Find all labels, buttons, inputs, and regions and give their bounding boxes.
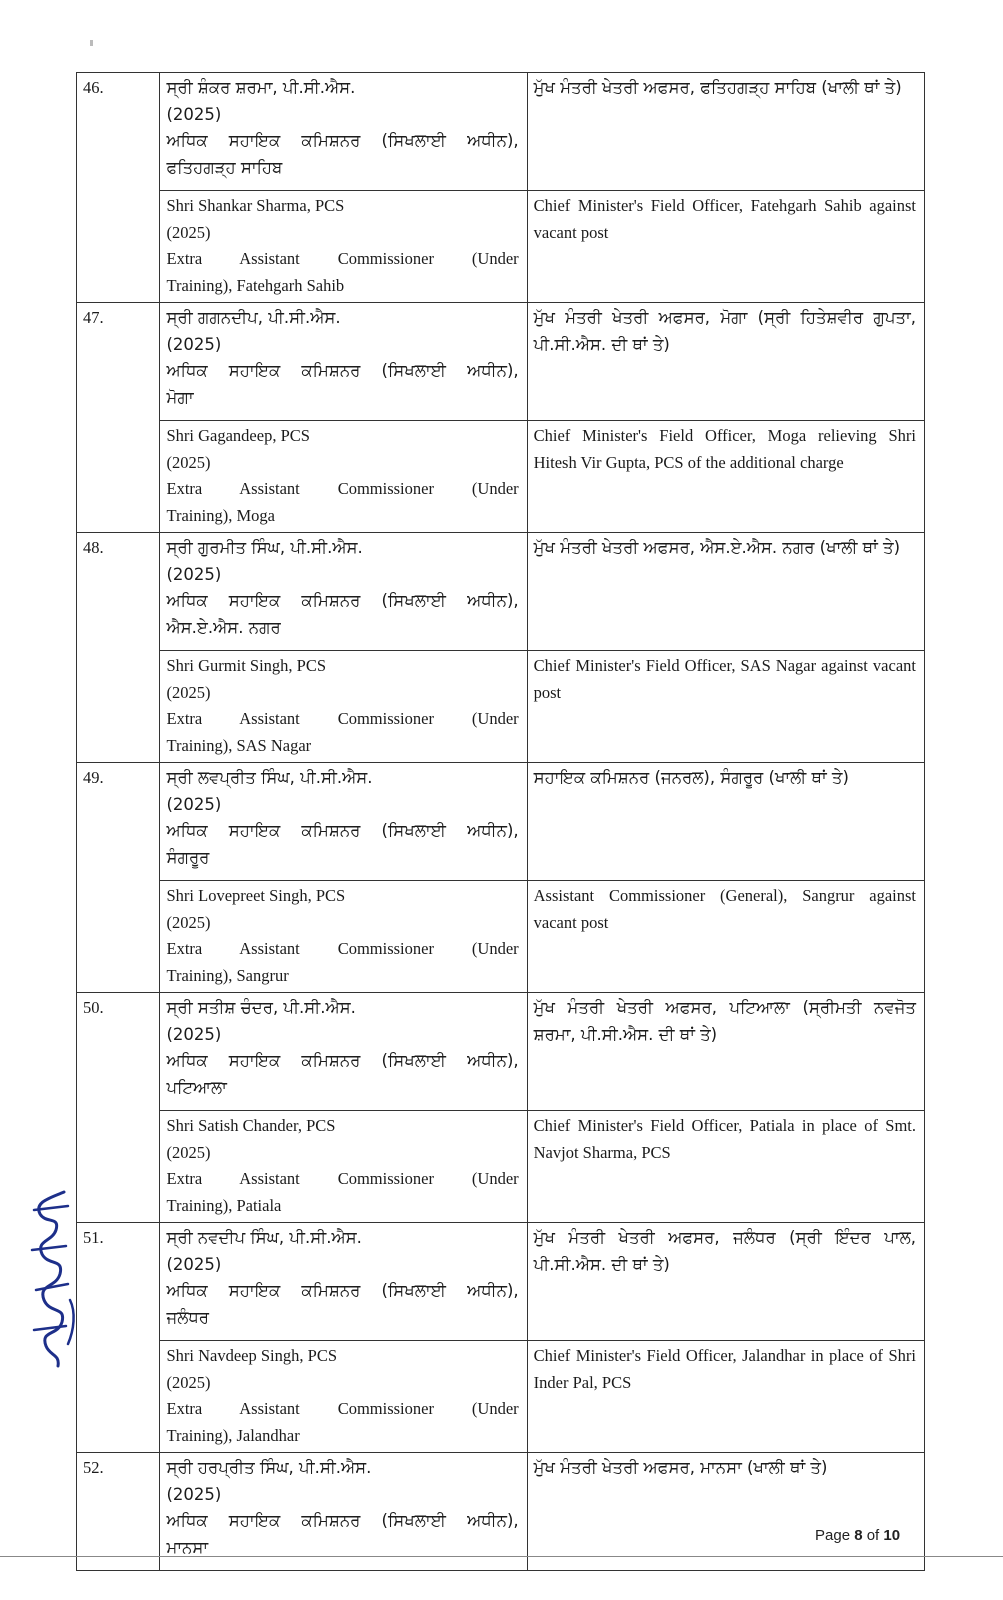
batch-year-punjabi: (2025)	[166, 564, 222, 584]
batch-year-english: (2025)	[166, 912, 211, 932]
table-body	[77, 73, 925, 1571]
table-row	[77, 533, 925, 651]
designation-place-punjabi: ਜਲੰਧਰ	[166, 1307, 210, 1327]
designation-punjabi: ਅਧਿਕ ਸਹਾਇਕ ਕਮਿਸ਼ਨਰ (ਸਿਖਲਾਈ ਅਧੀਨ),	[166, 1281, 519, 1300]
scan-mark	[90, 40, 93, 46]
officer-name-punjabi: ਸ੍ਰੀ ਸ਼ੰਕਰ ਸ਼ਰਮਾ, ਪੀ.ਸੀ.ਐਸ.	[166, 78, 356, 97]
officer-punjabi-cell	[160, 303, 527, 421]
officer-punjabi-cell	[160, 533, 527, 651]
posting-punjabi: ਮੁੱਖ ਮੰਤਰੀ ਖੇਤਰੀ ਅਫਸਰ, ਪਟਿਆਲਾ (ਸ੍ਰੀਮਤੀ ਨਵਜੋਤ ਸ਼ਰਮਾ, ਪੀ.ਸੀ.ਐਸ. ਦੀ ਥਾਂ ਤੇ)	[533, 998, 916, 1044]
officer-name-punjabi: ਸ੍ਰੀ ਸਤੀਸ਼ ਚੰਦਰ, ਪੀ.ਸੀ.ਐਸ.	[166, 998, 356, 1017]
designation-punjabi: ਅਧਿਕ ਸਹਾਇਕ ਕਮਿਸ਼ਨਰ (ਸਿਖਲਾਈ ਅਧੀਨ),	[166, 821, 519, 840]
designation-place-punjabi: ਮੋਗਾ	[166, 387, 194, 407]
designation-place-english: Training), Moga	[166, 505, 275, 525]
table-row	[77, 73, 925, 191]
table-row	[77, 763, 925, 881]
officer-name-punjabi: ਸ੍ਰੀ ਨਵਦੀਪ ਸਿੰਘ, ਪੀ.ਸੀ.ਐਸ.	[166, 1228, 362, 1247]
batch-year-english: (2025)	[166, 1372, 211, 1392]
designation-place-punjabi: ਐਸ.ਏ.ਐਸ. ਨਗਰ	[166, 617, 281, 637]
table-row	[77, 421, 925, 533]
serial-number: 50.	[83, 998, 104, 1017]
posting-english: Assistant Commissioner (General), Sangrur against vacant post	[533, 886, 916, 932]
officer-punjabi-cell	[160, 1223, 527, 1341]
posting-english-cell	[527, 1111, 924, 1223]
posting-punjabi: ਮੁੱਖ ਮੰਤਰੀ ਖੇਤਰੀ ਅਫਸਰ, ਜਲੰਧਰ (ਸ੍ਰੀ ਇੰਦਰ ਪਾਲ, ਪੀ.ਸੀ.ਐਸ. ਦੀ ਥਾਂ ਤੇ)	[533, 1228, 916, 1274]
posting-punjabi: ਮੁੱਖ ਮੰਤਰੀ ਖੇਤਰੀ ਅਫਸਰ, ਮਾਨਸਾ (ਖਾਲੀ ਥਾਂ ਤੇ)	[533, 1458, 828, 1477]
serial-number-cell	[77, 533, 160, 763]
batch-year-punjabi: (2025)	[166, 104, 222, 124]
posting-punjabi-cell	[527, 73, 924, 191]
posting-english: Chief Minister's Field Officer, Jalandhar in place of Shri Inder Pal, PCS	[533, 1346, 916, 1392]
designation-punjabi: ਅਧਿਕ ਸਹਾਇਕ ਕਮਿਸ਼ਨਰ (ਸਿਖਲਾਈ ਅਧੀਨ),	[166, 131, 519, 150]
posting-punjabi: ਮੁੱਖ ਮੰਤਰੀ ਖੇਤਰੀ ਅਫਸਰ, ਫਤਿਹਗੜ੍ਹ ਸਾਹਿਬ (ਖਾਲੀ ਥਾਂ ਤੇ)	[533, 78, 902, 97]
designation-punjabi: ਅਧਿਕ ਸਹਾਇਕ ਕਮਿਸ਼ਨਰ (ਸਿਖਲਾਈ ਅਧੀਨ),	[166, 591, 519, 610]
table-row	[77, 1223, 925, 1341]
serial-number-cell	[77, 763, 160, 993]
designation-place-english: Training), Sangrur	[166, 965, 289, 985]
table-row	[77, 1453, 925, 1571]
designation-place-punjabi: ਸੰਗਰੂਰ	[166, 847, 210, 867]
table-row	[77, 1111, 925, 1223]
officer-name-english: Shri Shankar Sharma, PCS	[166, 196, 345, 215]
designation-place-english: Training), Fatehgarh Sahib	[166, 275, 345, 295]
officer-name-english: Shri Navdeep Singh, PCS	[166, 1346, 337, 1365]
designation-english: Extra Assistant Commissioner (Under	[166, 709, 519, 728]
serial-number: 47.	[83, 308, 104, 327]
table-row	[77, 651, 925, 763]
posting-punjabi: ਸਹਾਇਕ ਕਮਿਸ਼ਨਰ (ਜਨਰਲ), ਸੰਗਰੂਰ (ਖਾਲੀ ਥਾਂ ਤੇ)	[533, 768, 849, 787]
designation-place-english: Training), SAS Nagar	[166, 735, 312, 755]
batch-year-punjabi: (2025)	[166, 1484, 222, 1504]
page-label: Page	[815, 1527, 855, 1544]
table-row	[77, 993, 925, 1111]
posting-english-cell	[527, 651, 924, 763]
handwritten-signature	[20, 1180, 80, 1380]
officer-name-punjabi: ਸ੍ਰੀ ਗੁਰਮੀਤ ਸਿੰਘ, ਪੀ.ਸੀ.ਐਸ.	[166, 538, 363, 557]
posting-punjabi: ਮੁੱਖ ਮੰਤਰੀ ਖੇਤਰੀ ਅਫਸਰ, ਐਸ.ਏ.ਐਸ. ਨਗਰ (ਖਾਲੀ ਥਾਂ ਤੇ)	[533, 538, 901, 557]
posting-english: Chief Minister's Field Officer, Moga relieving Shri Hitesh Vir Gupta, PCS of the additional charge	[533, 426, 916, 472]
designation-english: Extra Assistant Commissioner (Under	[166, 249, 519, 268]
posting-english-cell	[527, 1341, 924, 1453]
officer-punjabi-cell	[160, 1453, 527, 1571]
page-total: 10	[883, 1527, 901, 1544]
designation-place-punjabi: ਮਾਨਸਾ	[166, 1537, 209, 1557]
posting-punjabi-cell	[527, 303, 924, 421]
serial-number: 46.	[83, 78, 104, 97]
officer-name-english: Shri Gurmit Singh, PCS	[166, 656, 327, 675]
designation-punjabi: ਅਧਿਕ ਸਹਾਇਕ ਕਮਿਸ਼ਨਰ (ਸਿਖਲਾਈ ਅਧੀਨ),	[166, 361, 519, 380]
batch-year-punjabi: (2025)	[166, 794, 222, 814]
officer-punjabi-cell	[160, 763, 527, 881]
officer-name-english: Shri Lovepreet Singh, PCS	[166, 886, 346, 905]
serial-number: 48.	[83, 538, 104, 557]
posting-punjabi-cell	[527, 1453, 924, 1571]
table-row	[77, 303, 925, 421]
batch-year-english: (2025)	[166, 1142, 211, 1162]
designation-english: Extra Assistant Commissioner (Under	[166, 479, 519, 498]
batch-year-punjabi: (2025)	[166, 1254, 222, 1274]
officer-name-punjabi: ਸ੍ਰੀ ਲਵਪ੍ਰੀਤ ਸਿੰਘ, ਪੀ.ਸੀ.ਐਸ.	[166, 768, 373, 787]
batch-year-punjabi: (2025)	[166, 1024, 222, 1044]
posting-english-cell	[527, 421, 924, 533]
officer-punjabi-cell	[160, 993, 527, 1111]
officer-name-english: Shri Gagandeep, PCS	[166, 426, 310, 445]
batch-year-punjabi: (2025)	[166, 334, 222, 354]
table-row	[77, 191, 925, 303]
posting-punjabi-cell	[527, 993, 924, 1111]
designation-place-english: Training), Patiala	[166, 1195, 282, 1215]
transfer-orders-table	[76, 72, 925, 1571]
batch-year-english: (2025)	[166, 222, 211, 242]
serial-number-cell	[77, 993, 160, 1223]
officer-english-cell	[160, 1341, 527, 1453]
designation-place-punjabi: ਫਤਿਹਗੜ੍ਹ ਸਾਹਿਬ	[166, 157, 283, 177]
serial-number: 52.	[83, 1458, 104, 1477]
posting-english-cell	[527, 191, 924, 303]
posting-punjabi-cell	[527, 763, 924, 881]
posting-english: Chief Minister's Field Officer, SAS Nagar against vacant post	[533, 656, 916, 702]
officer-english-cell	[160, 881, 527, 993]
officer-punjabi-cell	[160, 73, 527, 191]
officer-name-english: Shri Satish Chander, PCS	[166, 1116, 336, 1135]
serial-number-cell	[77, 73, 160, 303]
batch-year-english: (2025)	[166, 452, 211, 472]
officer-english-cell	[160, 191, 527, 303]
designation-english: Extra Assistant Commissioner (Under	[166, 1399, 519, 1418]
officer-english-cell	[160, 421, 527, 533]
designation-place-english: Training), Jalandhar	[166, 1425, 300, 1445]
table-row	[77, 881, 925, 993]
officer-english-cell	[160, 1111, 527, 1223]
posting-punjabi-cell	[527, 533, 924, 651]
designation-punjabi: ਅਧਿਕ ਸਹਾਇਕ ਕਮਿਸ਼ਨਰ (ਸਿਖਲਾਈ ਅਧੀਨ),	[166, 1511, 519, 1530]
designation-english: Extra Assistant Commissioner (Under	[166, 1169, 519, 1188]
page-of-label: of	[862, 1527, 884, 1544]
posting-english: Chief Minister's Field Officer, Patiala in place of Smt. Navjot Sharma, PCS	[533, 1116, 916, 1162]
serial-number: 51.	[83, 1228, 104, 1247]
serial-number: 49.	[83, 768, 104, 787]
posting-english-cell	[527, 881, 924, 993]
posting-punjabi: ਮੁੱਖ ਮੰਤਰੀ ਖੇਤਰੀ ਅਫਸਰ, ਮੋਗਾ (ਸ੍ਰੀ ਹਿਤੇਸ਼ਵੀਰ ਗੁਪਤਾ, ਪੀ.ਸੀ.ਐਸ. ਦੀ ਥਾਂ ਤੇ)	[533, 308, 916, 354]
serial-number-cell	[77, 303, 160, 533]
table-row	[77, 1341, 925, 1453]
designation-punjabi: ਅਧਿਕ ਸਹਾਇਕ ਕਮਿਸ਼ਨਰ (ਸਿਖਲਾਈ ਅਧੀਨ),	[166, 1051, 519, 1070]
serial-number-cell	[77, 1453, 160, 1571]
posting-english: Chief Minister's Field Officer, Fatehgarh Sahib against vacant post	[533, 196, 916, 242]
officer-english-cell	[160, 651, 527, 763]
designation-place-punjabi: ਪਟਿਆਲਾ	[166, 1077, 227, 1097]
posting-punjabi-cell	[527, 1223, 924, 1341]
page-current: 8	[854, 1527, 863, 1544]
designation-english: Extra Assistant Commissioner (Under	[166, 939, 519, 958]
batch-year-english: (2025)	[166, 682, 211, 702]
officer-name-punjabi: ਸ੍ਰੀ ਹਰਪ੍ਰੀਤ ਸਿੰਘ, ਪੀ.ਸੀ.ਐਸ.	[166, 1458, 372, 1477]
serial-number-cell	[77, 1223, 160, 1453]
page-number	[815, 1527, 900, 1544]
footer-rule	[0, 1556, 1003, 1557]
officer-name-punjabi: ਸ੍ਰੀ ਗਗਨਦੀਪ, ਪੀ.ਸੀ.ਐਸ.	[166, 308, 341, 327]
